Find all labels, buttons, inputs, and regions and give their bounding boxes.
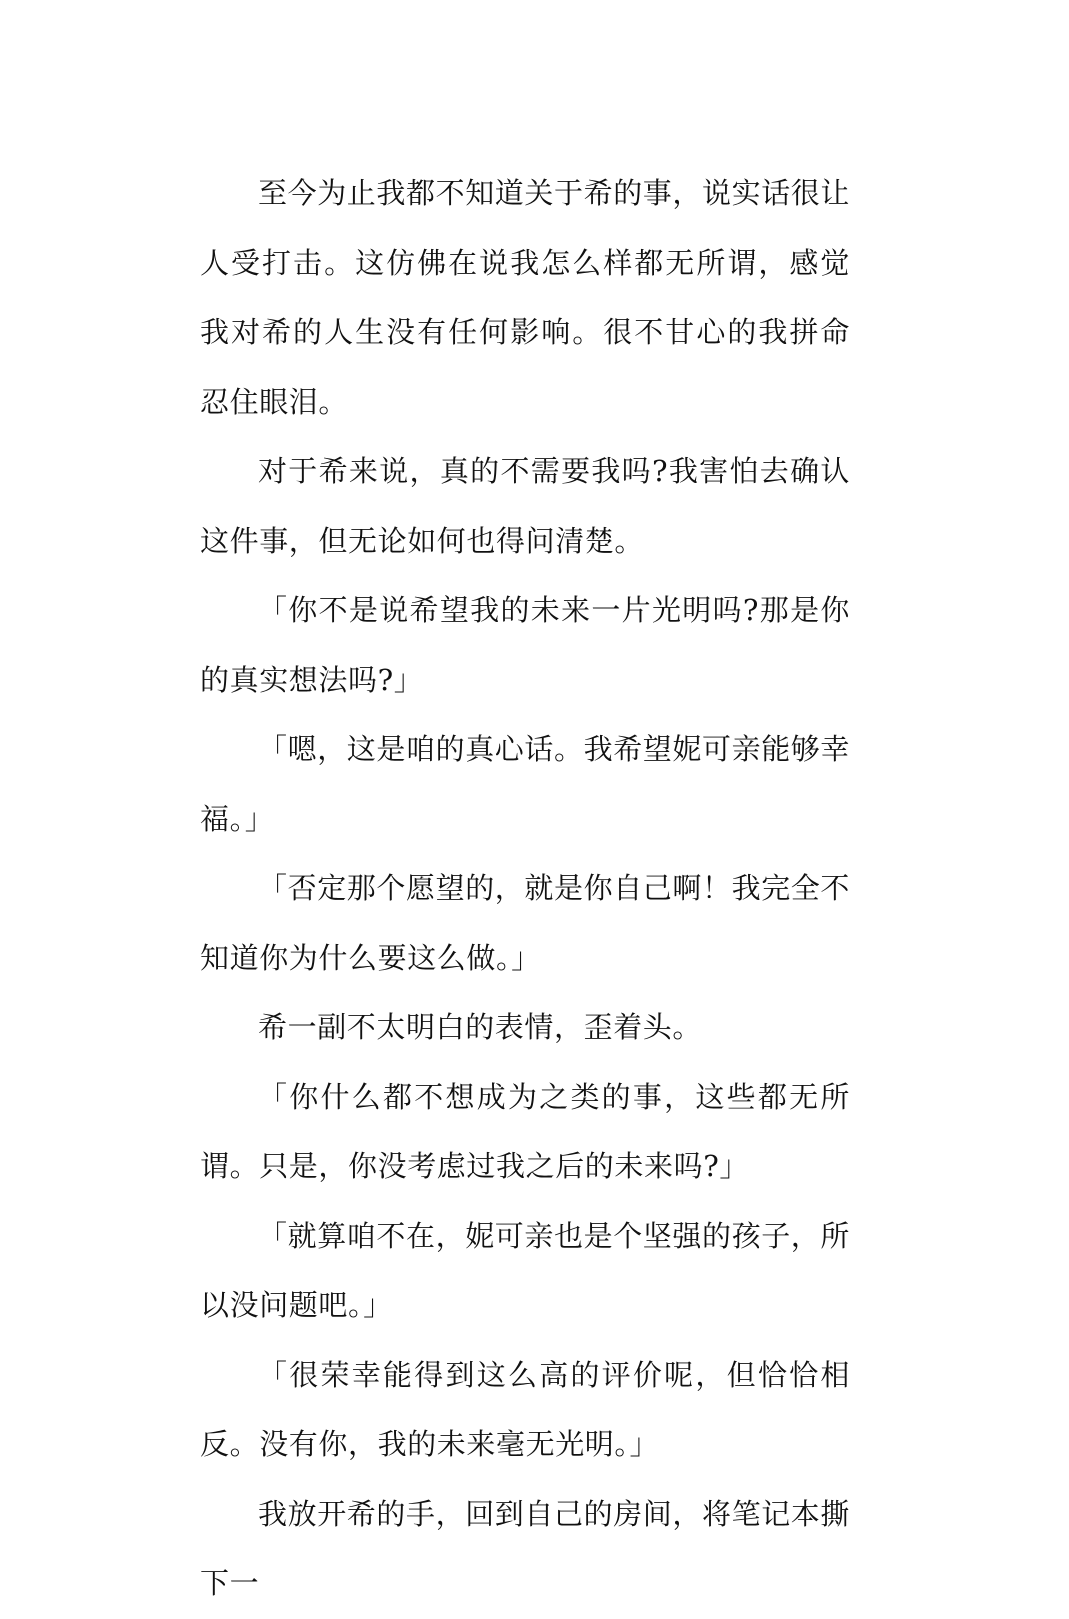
paragraph: 「你什么都不想成为之类的事，这些都无所谓。只是，你没考虑过我之后的未来吗?」 [200,1079,850,1183]
paragraph: 「你不是说希望我的未来一片光明吗?那是你的真实想法吗?」 [200,593,850,697]
paragraph: 「嗯，这是咱的真心话。我希望妮可亲能够幸福。」 [200,732,851,836]
paragraph: 「很荣幸能得到这么高的评价呢，但恰恰相反。没有你，我的未来毫无光明。」 [200,1357,850,1461]
paragraph: 我放开希的手，回到自己的房间，将笔记本撕下一 [200,1496,851,1600]
paragraph: 「否定那个愿望的，就是你自己啊！我完全不知道你为什么要这么做。」 [200,871,851,975]
paragraph: 希一副不太明白的表情，歪着头。 [258,1010,703,1044]
document-page [200,159,850,1619]
paragraph: 「就算咱不在，妮可亲也是个坚强的孩子，所以没问题吧。」 [200,1218,851,1322]
paragraph: 对于希来说，真的不需要我吗?我害怕去确认这件事，但无论如何也得问清楚。 [200,454,850,558]
paragraph: 至今为止我都不知道关于希的事，说实话很让人受打击。这仿佛在说我怎么样都无所谓，感觉我对希的人生没有任何影响。很不甘心的我拼命忍住眼泪。 [200,176,851,419]
